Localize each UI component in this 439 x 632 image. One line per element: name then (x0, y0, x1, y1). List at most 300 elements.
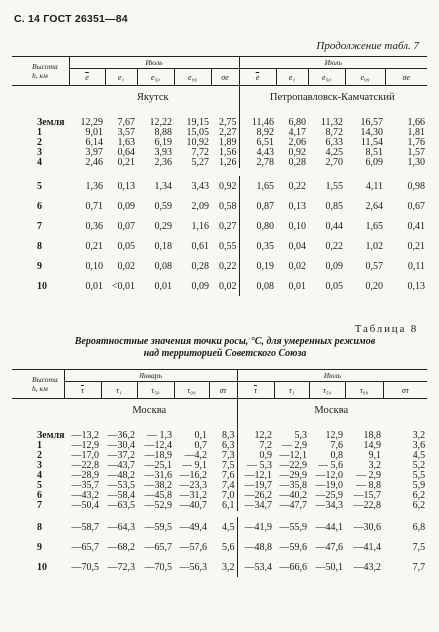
column-header: τ₁ (101, 382, 137, 399)
height-labels (12, 108, 69, 168)
table-cell: —38,2 (144, 480, 172, 491)
table-cell: 0,85 (325, 200, 343, 212)
table-cell: 4,25 (325, 147, 343, 158)
table-cell: 19,15 (186, 117, 209, 128)
column-header: τ₉₉ (174, 382, 209, 399)
table-cell: —43,2 (353, 561, 382, 573)
height-label: 8 (37, 521, 42, 533)
column-header: e₉₉ (174, 69, 211, 86)
table-cell: 18,8 (363, 430, 382, 441)
table-cell-stack (385, 108, 427, 168)
table-cell: 0,41 (407, 220, 426, 232)
height-label: 3 (37, 147, 42, 158)
table-cell-stack (345, 421, 383, 511)
table-cell: 0,05 (325, 280, 343, 292)
column-header: e₅₀ (137, 69, 174, 86)
table-cell: —58,4 (107, 490, 135, 501)
table-cell: 7,67 (117, 117, 135, 128)
table-cell: 3,57 (117, 127, 135, 138)
table-cell: 6,19 (154, 137, 172, 148)
table-cell: 5,9 (412, 480, 426, 491)
table-cell: 0,1 (194, 430, 207, 441)
table-row (12, 236, 427, 256)
table-cell: —41,9 (244, 521, 273, 533)
table-cell: 7,6 (330, 440, 344, 451)
height-label: 8 (37, 240, 42, 252)
table-cell: 0,13 (117, 180, 135, 192)
table-cell: —37,2 (107, 450, 135, 461)
table-cell: —57,6 (179, 541, 207, 553)
height-label: 2 (37, 137, 42, 148)
table-cell: —40,2 (279, 490, 308, 501)
height-label: 9 (37, 260, 42, 272)
table-cell: —66,6 (279, 561, 308, 573)
table-cell: —19,0 (315, 480, 344, 491)
table-cell: —43,2 (71, 490, 99, 501)
table-cell-stack (345, 108, 385, 168)
height-label: 6 (37, 490, 42, 501)
month-header: Июль (69, 57, 239, 69)
table-cell: 0,28 (288, 157, 306, 168)
table-cell: 6,33 (325, 137, 343, 148)
table-cell-stack (237, 421, 274, 511)
table-cell: 0,10 (288, 220, 306, 232)
table-cell: 0,98 (407, 180, 426, 192)
table-cell: 11,32 (320, 117, 343, 128)
table-cell: 6,1 (222, 500, 235, 511)
table-cell: —22,9 (279, 460, 308, 471)
table-cell: —56,3 (179, 561, 207, 573)
table-cell: 0,28 (191, 260, 209, 272)
table-row (12, 276, 427, 296)
table-row (12, 537, 427, 557)
table-cell: 0,21 (85, 240, 103, 252)
table-row (12, 557, 427, 577)
table-cell: —59,5 (144, 521, 172, 533)
column-header: e₉₉ (345, 69, 385, 86)
height-column-header: Высота h, км (12, 57, 69, 86)
table-cell: —25,1 (144, 460, 172, 471)
table-cell: —12,1 (279, 450, 308, 461)
table-cell: 4,5 (412, 450, 426, 461)
table-cell: 6,2 (412, 500, 426, 511)
table-cell: 5,2 (412, 460, 426, 471)
table-cell: 15,05 (186, 127, 209, 138)
table-cell: 10,92 (186, 137, 209, 148)
table-cell-stack (274, 421, 309, 511)
table-cell-stack (69, 108, 105, 168)
table-cell: 2,27 (219, 127, 237, 138)
table-cell: —48,8 (244, 541, 273, 553)
table-cell: 0,04 (288, 240, 306, 252)
table-cell: 0,09 (191, 280, 209, 292)
column-header: $\overline{\tau}$ (237, 382, 274, 399)
table-cell: 8,3 (222, 430, 235, 441)
table-cell-stack (309, 421, 345, 511)
table-cell: —26,2 (244, 490, 273, 501)
table-cell: —22,8 (353, 500, 382, 511)
height-label: 6 (37, 200, 42, 212)
table-cell: —25,9 (315, 490, 344, 501)
table-cell: —28,9 (71, 470, 99, 481)
table-cell: — 5,6 (318, 460, 344, 471)
table-cell: 0,02 (288, 260, 306, 272)
table-cell: 16,57 (360, 117, 383, 128)
table-cell-stack (174, 108, 211, 168)
table-cell: 6,09 (365, 157, 383, 168)
column-header: τ₉₉ (345, 382, 383, 399)
table-row (12, 176, 427, 196)
table-cell: —12,9 (71, 440, 99, 451)
table-cell: —12,4 (144, 440, 172, 451)
table-cell: 8,72 (325, 127, 343, 138)
table-cell: 2,46 (85, 157, 103, 168)
table-cell: —59,6 (279, 541, 308, 553)
table-cell: 3,6 (412, 440, 426, 451)
continuation-label: Продолжение табл. 7 (316, 40, 419, 52)
table-cell: —72,3 (107, 561, 135, 573)
table-caption: Вероятностные значения точки росы, °С, для умеренных режимов над территорией Советского Союза (74, 336, 376, 359)
table-cell: 1,57 (407, 147, 426, 158)
table-cell: 1,76 (407, 137, 426, 148)
table-cell: 1,55 (325, 180, 343, 192)
table-cell: —31,6 (144, 470, 172, 481)
column-header: $\overline{\tau}$ (64, 382, 101, 399)
height-label: 7 (37, 220, 42, 232)
table-cell: — 5,3 (247, 460, 273, 471)
table-cell-stack (276, 108, 308, 168)
table-cell: —31,2 (179, 490, 207, 501)
table-cell: 2,09 (191, 200, 209, 212)
height-label: 4 (37, 157, 42, 168)
table-cell: 6,3 (222, 440, 235, 451)
table-cell: 0,02 (117, 260, 135, 272)
table-cell: 1,02 (365, 240, 383, 252)
table-cell: 2,36 (154, 157, 172, 168)
table-row (12, 168, 427, 176)
height-labels (12, 421, 64, 511)
table-cell: 7,7 (412, 561, 426, 573)
month-header: Январь (64, 370, 237, 382)
table-cell: 5,3 (294, 430, 308, 441)
table-cell: —35,7 (71, 480, 99, 491)
table-cell-stack (211, 108, 239, 168)
table-cell: 0,10 (85, 260, 103, 272)
table-cell: —47,7 (279, 500, 308, 511)
table-cell: 8,92 (256, 127, 274, 138)
table-cell: —4,2 (184, 450, 207, 461)
table-cell: —68,2 (107, 541, 135, 553)
table-cell: —49,4 (179, 521, 207, 533)
height-label: 10 (37, 280, 47, 292)
table-cell: 0,35 (256, 240, 274, 252)
table-cell: 12,29 (80, 117, 103, 128)
column-header: στ (383, 382, 427, 399)
table-7-continuation (12, 56, 427, 296)
table-cell: 8,51 (365, 147, 383, 158)
table-cell: 0,58 (211, 196, 239, 216)
height-column-header: Высота h, км (12, 370, 64, 399)
column-header: στ (209, 382, 237, 399)
height-label: 9 (37, 541, 42, 553)
table-cell: <0,01 (111, 280, 135, 292)
column-header: τ₅₀ (137, 382, 174, 399)
table-cell: —53,4 (244, 561, 273, 573)
table-cell: 6,51 (256, 137, 274, 148)
height-label: 2 (37, 450, 42, 461)
table-cell: 0,21 (407, 240, 426, 252)
column-header: e₅₀ (308, 69, 345, 86)
table-row (12, 256, 427, 276)
table-cell: 2,78 (256, 157, 274, 168)
height-label: 5 (37, 480, 42, 491)
table-cell: —58,7 (71, 521, 99, 533)
page-header: С. 14 ГОСТ 26351—84 (14, 13, 128, 25)
table-row (12, 108, 427, 168)
table-cell: —16,2 (179, 470, 207, 481)
table-cell: 3,97 (85, 147, 103, 158)
table-cell: 3,43 (191, 180, 209, 192)
table-cell: 0,55 (211, 236, 239, 256)
table-row (12, 421, 427, 511)
table-cell: 7,4 (222, 480, 235, 491)
table-cell: —34,7 (244, 500, 273, 511)
table-cell: 4,11 (365, 180, 383, 192)
table-cell-stack (105, 108, 137, 168)
table-cell: — 1,3 (147, 430, 172, 441)
table-cell: 0,19 (256, 260, 274, 272)
table-cell: —22,8 (71, 460, 99, 471)
table-cell: 1,34 (154, 180, 172, 192)
table-cell: 0,61 (191, 240, 209, 252)
column-header: $\overline{e}$ (239, 69, 276, 86)
table-cell: 0,08 (256, 280, 274, 292)
table-cell: 2,06 (288, 137, 306, 148)
table-cell: 0,21 (117, 157, 135, 168)
table-cell-stack (239, 108, 276, 168)
table-cell: 1,81 (407, 127, 426, 138)
table-cell: 9,01 (85, 127, 103, 138)
height-label: 1 (37, 440, 42, 451)
table-cell: 0,67 (407, 200, 426, 212)
month-header: Июль (237, 370, 427, 382)
table-cell: —65,7 (71, 541, 99, 553)
height-label: 7 (37, 500, 42, 511)
height-label: 10 (37, 561, 47, 573)
table-cell: 1,16 (191, 220, 209, 232)
table-cell-stack (308, 108, 345, 168)
table-row (12, 517, 427, 537)
table-cell: 1,30 (407, 157, 426, 168)
table-cell: —17,0 (71, 450, 99, 461)
table-cell: —30,6 (353, 521, 382, 533)
table-cell: —70,5 (144, 561, 172, 573)
height-label: 5 (37, 180, 42, 192)
column-header: σe (211, 69, 239, 86)
table-cell: 1,65 (365, 220, 383, 232)
table-cell: —35,8 (279, 480, 308, 491)
table-cell: —12,0 (315, 470, 344, 481)
table-cell: 5,27 (191, 157, 209, 168)
table-8 (12, 369, 427, 577)
column-header: $\overline{e}$ (69, 69, 105, 86)
height-label: 1 (37, 127, 42, 138)
table-cell: — 2,9 (356, 470, 382, 481)
table-cell: 6,80 (288, 117, 306, 128)
table-cell-stack (209, 421, 237, 511)
table-cell: —36,2 (107, 430, 135, 441)
table-cell: 6,8 (412, 521, 426, 533)
table-cell: —23,3 (179, 480, 207, 491)
table-cell: 0,22 (288, 180, 306, 192)
table-cell: 9,1 (368, 450, 382, 461)
table-cell: —45,8 (144, 490, 172, 501)
table-cell: 0,9 (259, 450, 273, 461)
table-cell-stack (383, 421, 427, 511)
table-cell: 7,5 (412, 541, 426, 553)
table-cell: 0,11 (407, 260, 426, 272)
table-cell: 2,70 (325, 157, 343, 168)
table-cell: —40,7 (179, 500, 207, 511)
table-cell: 5,6 (209, 537, 237, 557)
height-label: 3 (37, 460, 42, 471)
table-cell: 0,27 (211, 216, 239, 236)
table-cell: 4,43 (256, 147, 274, 158)
table-cell: 0,87 (256, 200, 274, 212)
table-cell: — 2,9 (282, 440, 308, 451)
table-cell: 0,92 (288, 147, 306, 158)
table-cell: 6,14 (85, 137, 103, 148)
table-cell: 0,13 (288, 200, 306, 212)
table-cell: —63,5 (107, 500, 135, 511)
table-cell: 7,5 (222, 460, 235, 471)
table-cell: 0,57 (365, 260, 383, 272)
table-cell: 1,65 (256, 180, 274, 192)
table-cell: 12,22 (149, 117, 172, 128)
table-cell: —47,6 (315, 541, 344, 553)
column-header: e₁ (276, 69, 308, 86)
station-name: Якутск (69, 86, 239, 109)
station-name: Москва (314, 404, 349, 416)
table-cell: 7,0 (222, 490, 235, 501)
table-cell: 0,05 (117, 240, 135, 252)
table-cell: 7,6 (222, 470, 235, 481)
table-cell: — 8,8 (356, 480, 382, 491)
table-cell: —70,5 (71, 561, 99, 573)
table-cell: 12,9 (325, 430, 344, 441)
table-cell: 1,56 (219, 147, 237, 158)
table-cell: 7,2 (259, 440, 273, 451)
column-header: e₁ (105, 69, 137, 86)
table-cell-stack (101, 421, 137, 511)
table-cell: 0,01 (154, 280, 172, 292)
table-cell-stack (137, 421, 174, 511)
table-cell: 0,22 (211, 256, 239, 276)
table-cell: 1,89 (219, 137, 237, 148)
table-cell: —13,2 (71, 430, 99, 441)
table-cell-stack (174, 421, 209, 511)
table-cell: 0,8 (330, 450, 344, 461)
table-cell: —48,2 (107, 470, 135, 481)
table-cell: 0,7 (194, 440, 207, 451)
table-cell: 4,17 (288, 127, 306, 138)
table-cell: 0,09 (325, 260, 343, 272)
table-cell: 5,5 (412, 470, 426, 481)
table-cell: 0,44 (325, 220, 343, 232)
table-cell: —12,1 (244, 470, 273, 481)
table-cell: —65,7 (144, 541, 172, 553)
table-cell: 0,71 (85, 200, 103, 212)
table-cell: —15,7 (353, 490, 382, 501)
table-cell: 8,88 (154, 127, 172, 138)
column-header: τ₁ (274, 382, 309, 399)
table-cell: 7,72 (191, 147, 209, 158)
table-cell: 0,18 (154, 240, 172, 252)
table-cell: —18,9 (144, 450, 172, 461)
table-row (12, 216, 427, 236)
table-cell: 6,2 (412, 490, 426, 501)
table-cell: —19,7 (244, 480, 273, 491)
table-cell: 12,2 (254, 430, 273, 441)
table-cell: —43,7 (107, 460, 135, 471)
table-cell: 4,5 (209, 517, 237, 537)
table-cell: 3,2 (368, 460, 382, 471)
table-cell: 0,29 (154, 220, 172, 232)
column-header: τ₅₀ (309, 382, 345, 399)
table-cell: —29,9 (279, 470, 308, 481)
table-cell: 0,80 (256, 220, 274, 232)
table-cell: 0,07 (117, 220, 135, 232)
table-cell: 0,92 (211, 176, 239, 196)
table-cell: 11,54 (360, 137, 383, 148)
table-cell: 1,66 (407, 117, 426, 128)
column-header: σe (385, 69, 427, 86)
table-cell: —55,9 (279, 521, 308, 533)
table-cell: 0,22 (325, 240, 343, 252)
table-cell: —44,1 (315, 521, 344, 533)
station-name: Москва (64, 399, 237, 422)
table-cell: 0,13 (407, 280, 426, 292)
table-cell: —53,5 (107, 480, 135, 491)
table-row (12, 196, 427, 216)
table-cell-stack (64, 421, 101, 511)
table-number: Таблица 8 (354, 323, 418, 335)
table-cell: 0,36 (85, 220, 103, 232)
table-cell: 3,2 (209, 557, 237, 577)
table-cell: 0,08 (154, 260, 172, 272)
table-cell: 0,59 (154, 200, 172, 212)
table-cell: 3,2 (412, 430, 426, 441)
table-cell: — 9,1 (182, 460, 207, 471)
table-cell: 0,64 (117, 147, 135, 158)
table-cell: 0,01 (85, 280, 103, 292)
station-name: Петропавловск-Камчатский (269, 91, 395, 103)
table-cell: —50,1 (315, 561, 344, 573)
height-label: 4 (37, 470, 42, 481)
table-cell: —64,3 (107, 521, 135, 533)
table-cell: 2,75 (219, 117, 237, 128)
table-cell: 1,36 (85, 180, 103, 192)
table-cell: —50,4 (71, 500, 99, 511)
table-cell: —41,4 (353, 541, 382, 553)
table-cell: 2,64 (365, 200, 383, 212)
table-cell: 0,09 (117, 200, 135, 212)
table-cell: 0,20 (365, 280, 383, 292)
table-cell: 1,26 (219, 157, 237, 168)
table-cell-stack (137, 108, 174, 168)
table-cell: 7,3 (222, 450, 235, 461)
table-cell: —34,3 (315, 500, 344, 511)
